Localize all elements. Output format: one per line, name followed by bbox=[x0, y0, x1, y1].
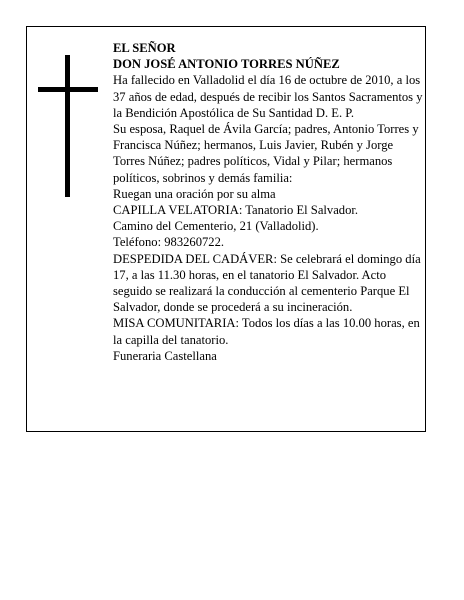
community-mass: MISA COMUNITARIA: Todos los días a las 10.00 horas, en la capilla del tanatorio. bbox=[113, 316, 420, 347]
notice-text bbox=[113, 40, 425, 364]
funeral-home: Funeraria Castellana bbox=[113, 348, 217, 363]
prayer-request: Ruegan una oración por su alma bbox=[113, 186, 276, 201]
cross-vertical-bar bbox=[65, 55, 70, 197]
cross-horizontal-bar bbox=[38, 87, 98, 92]
farewell-details: DESPEDIDA DEL CADÁVER: Se celebrará el domingo día 17, a las 11.30 horas, en el tanatorio El Salvador. Acto seguido se realizará la conducción al cementerio Parque El Salvador, donde se procederá a su incineración. bbox=[113, 251, 421, 315]
deceased-title: EL SEÑOR bbox=[113, 41, 176, 55]
family-list: Su esposa, Raquel de Ávila García; padres, Antonio Torres y Francisca Núñez; hermanos, Luis Javier, Rubén y Jorge Torres Núñez; padres políticos, Vidal y Pilar; hermanos políticos, sobrinos y demás familia: bbox=[113, 122, 419, 185]
wake-phone: Teléfono: 983260722. bbox=[113, 235, 225, 250]
cross-icon bbox=[38, 55, 98, 197]
wake-chapel: CAPILLA VELATORIA: Tanatorio El Salvador. bbox=[113, 203, 359, 218]
death-announcement: Ha fallecido en Valladolid el día 16 de octubre de 2010, a los 37 años de edad, después de recibir los Santos Sacramentos y la Bendición Apostólica de Su Santidad D. E. P. bbox=[113, 73, 423, 120]
obituary-notice bbox=[26, 26, 426, 432]
deceased-name: DON JOSÉ ANTONIO TORRES NÚÑEZ bbox=[113, 57, 340, 72]
wake-address: Camino del Cementerio, 21 (Valladolid). bbox=[113, 219, 319, 234]
